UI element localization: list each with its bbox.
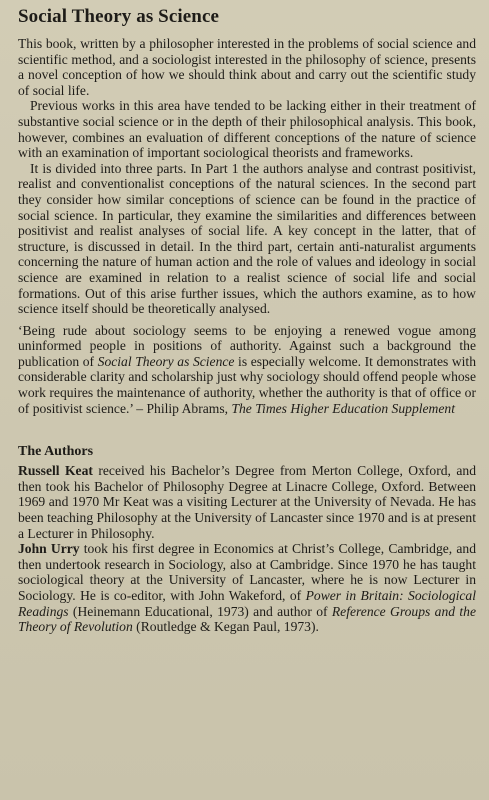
author-bio-urry-text-2: (Heinemann Educational, 1973) and author of	[68, 603, 332, 619]
author-urry-book-1: Power in Britain: Sociological Readings	[18, 588, 477, 619]
description-paragraph-1: This book, written by a philosopher interested in the problems of social science and scientific method, and a sociologist interested in the philosophy of science, presents a novel conception of how we should think about and carry out the scientific study of social life.	[18, 36, 476, 98]
authors-heading: The Authors	[18, 444, 94, 460]
author-name-keat: Russell Keat	[18, 463, 93, 479]
description-paragraph-3: It is divided into three parts. In Part 1 the authors analyse and contrast positivist, realist and conventionalist conceptions of the natural sciences. In the second part they consider how similar conceptions of science can be found in the practice of social science. In particular, they examine the similarities and differences between positivist and realist analyses of social life. A key concept in the latter, that of structure, is discussed in detail. In the third part, certain anti-naturalist arguments concerning the nature of human action and the role of values and ideology in social science are examined in relation to a realist science of social life and social formations. Out of this arise further issues, which the authors examine, as to how science itself should be theoretically analysed.	[18, 160, 476, 317]
quote-text-1: ‘Being rude about sociology seems to be enjoying a renewed vogue among uninformed people in positions of authority. Against such a background the publication of	[18, 322, 476, 369]
author-bio-urry-text-1: took his first degree in Economics at Christ’s College, Cambridge, and then undertook research in Sociology, also at Cambridge. Since 1970 he has taught sociological theory at the University of Lancaster, where he is now Lecturer in Sociology. He is co-editor, with John Wakeford, of	[18, 541, 477, 603]
author-urry-book-2: Reference Groups and the Theory of Revolution	[18, 603, 476, 635]
author-bio-urry-text-3: (Routledge & Kegan Paul, 1973).	[132, 619, 319, 635]
quote-book-title: Social Theory as Science	[97, 353, 235, 369]
author-bio-keat-text: received his Bachelor’s Degree from Merton College, Oxford, and then took his Bachelor of Philosophy Degree at Linacre College, Oxford. Between 1969 and 1970 Mr Keat was a visiting Lecturer at the University of Nevada. He has been teaching Philosophy at the University of Lancaster since 1970 and is at present a Lecturer in Philosophy.	[18, 463, 476, 541]
back-cover-text	[18, 6, 476, 635]
author-name-urry: John Urry	[18, 541, 80, 557]
book-title: Social Theory as Science	[18, 6, 220, 27]
quote-source: The Times Higher Education Supplement	[231, 400, 455, 416]
author-bio-urry	[18, 541, 476, 635]
description-paragraph-2: Previous works in this area have tended to be lacking either in their treatment of substantive social science or in the depth of their philosophical analysis. This book, however, combines an evaluation of different conceptions of the nature of science with an examination of important sociological theorists and frameworks.	[18, 98, 476, 161]
review-quote	[18, 323, 476, 417]
quote-text-2: is especially welcome. It demonstrates with considerable clarity and scholarship just why sociology should offend people whose work requires the maintenance of authority, whether the authority is that of office or of positivist science.’ – Philip Abrams,	[18, 353, 477, 416]
author-bio-keat	[18, 463, 476, 541]
